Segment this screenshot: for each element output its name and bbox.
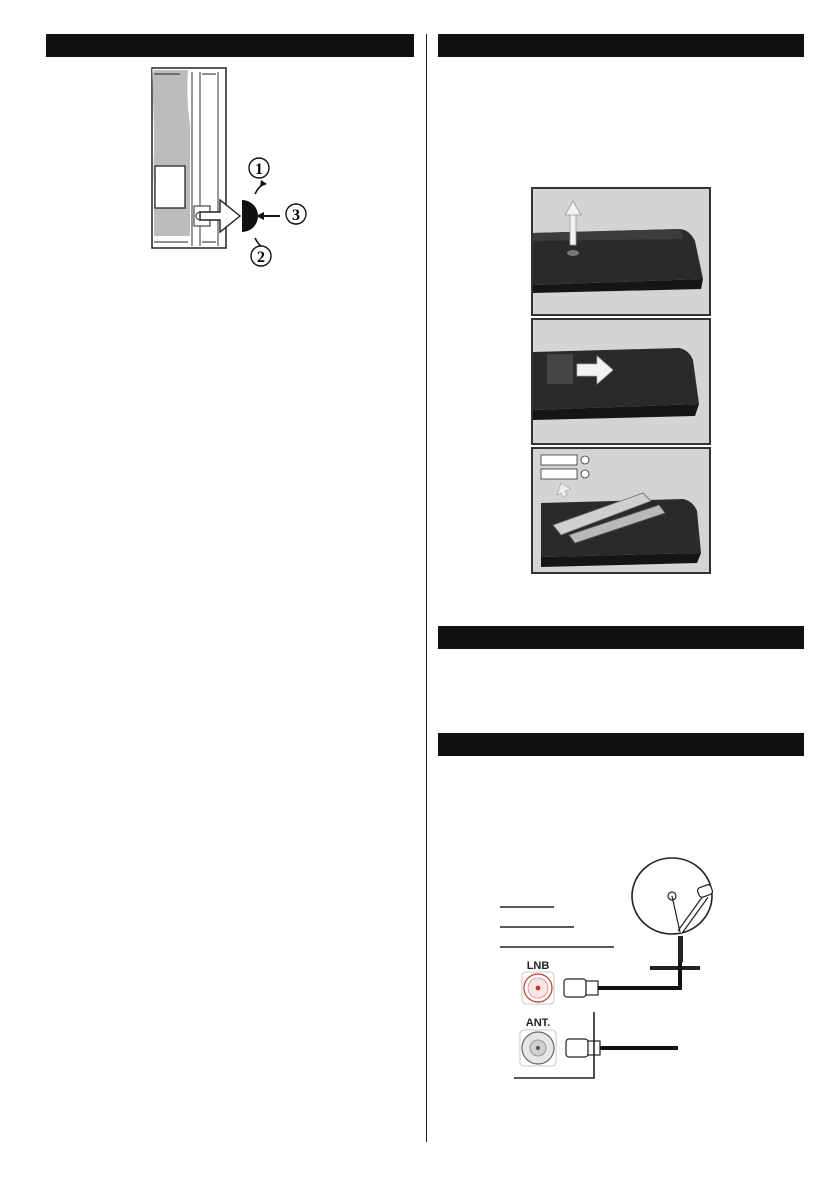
callout-2: 2 [257,249,265,266]
section-header-bar-antenna [438,733,804,756]
section-header-bar-power [438,626,804,649]
column-divider [426,34,427,1142]
ant-label: ANT. [525,1017,551,1029]
callout-3: 3 [292,207,300,224]
lnb-label: LNB [526,960,550,972]
section-header-bar-control-switch [46,34,414,57]
section-header-bar-remote-batteries [438,34,804,57]
callout-1: 1 [255,161,263,178]
remote-cover-photo-1 [531,187,711,316]
control-switch-illustration [140,66,340,272]
remote-battery-photo-3 [531,447,711,574]
antenna-connection-diagram [496,856,726,1086]
remote-cover-photo-2 [531,318,711,445]
